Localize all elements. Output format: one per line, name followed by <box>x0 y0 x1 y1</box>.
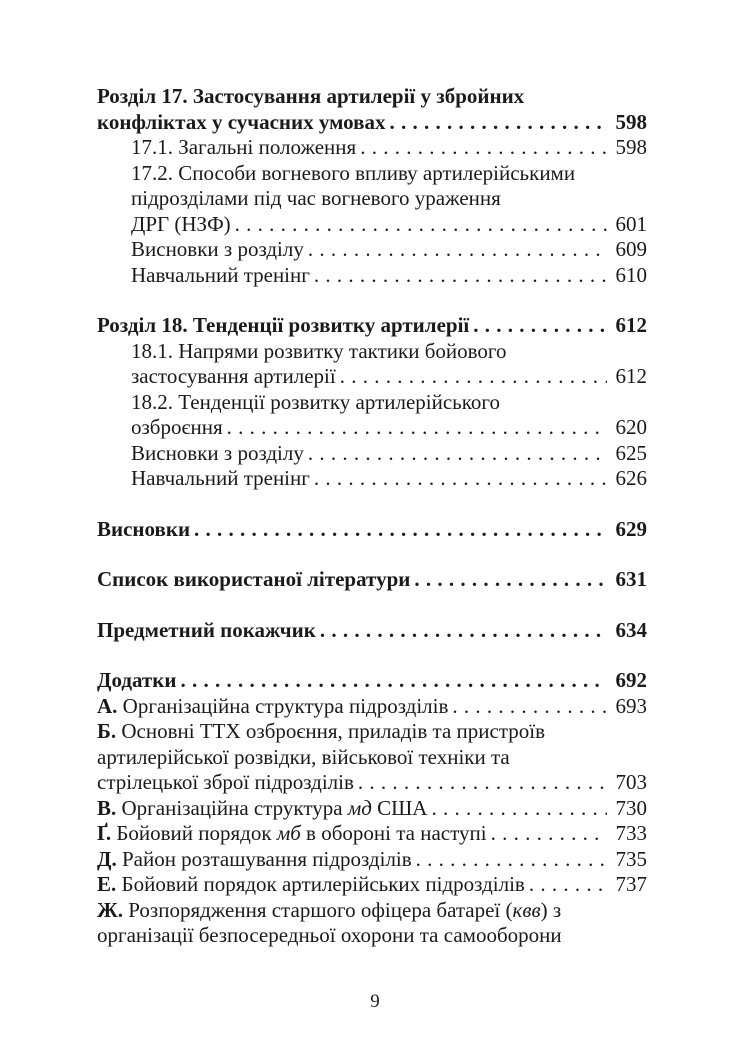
toc-item-17-2[interactable] <box>97 212 647 238</box>
toc-item-17-2-line1 <box>97 161 647 187</box>
appendix-text: Основні ТТХ озброєння, приладів та пристроїв <box>121 719 545 743</box>
spacer <box>97 593 647 618</box>
toc-entry-page: 703 <box>615 770 647 794</box>
dot-leader <box>227 415 607 441</box>
appendix-letter: В. <box>97 795 117 820</box>
appendix-text: Організаційна структура підрозділів <box>122 693 449 718</box>
toc-appendix-zh-line2 <box>97 923 647 949</box>
appendix-text: Розпорядження старшого офіцера батареї ( <box>128 897 513 922</box>
spacer <box>97 542 647 567</box>
toc-entry-page: 620 <box>615 415 647 439</box>
toc-item-18-training[interactable] <box>97 466 647 492</box>
appendix-italic-abbr: квв <box>512 897 541 922</box>
appendix-italic-abbr: мб <box>276 821 301 845</box>
dot-leader <box>416 847 607 873</box>
toc-references-entry[interactable] <box>97 567 647 593</box>
toc-item-18-2[interactable] <box>97 415 647 441</box>
toc-entry-page: 733 <box>615 821 647 845</box>
toc-entry-text: 17.2. Способи вогневого впливу артилерійськими <box>131 160 576 185</box>
dot-leader <box>194 517 607 543</box>
toc-section-18-entry[interactable] <box>97 313 647 339</box>
dot-leader <box>314 466 607 492</box>
toc-item-17-2-line2 <box>97 186 647 212</box>
toc-appendix-a[interactable] <box>97 694 647 720</box>
toc-appendix-d[interactable] <box>97 847 647 873</box>
spacer <box>97 492 647 517</box>
appendix-text: Організаційна структура <box>121 795 348 820</box>
toc-item-18-1-line1 <box>97 339 647 365</box>
toc-index-entry[interactable] <box>97 618 647 644</box>
toc-entry-page: 625 <box>615 440 647 465</box>
appendix-text: США <box>371 795 428 820</box>
appendix-text: Район розташування підрозділів <box>121 846 412 871</box>
toc-entry-page: 609 <box>615 237 647 261</box>
appendix-letter: Д. <box>97 846 117 871</box>
toc-entry-title: стрілецької зброї підрозділів <box>97 770 354 794</box>
toc-entry-title: озброєння <box>131 415 223 439</box>
appendix-letter: Ж. <box>97 897 124 922</box>
appendix-text: Бойовий порядок <box>116 821 277 845</box>
toc-entry-text: організації безпосередньої охорони та самооборони <box>97 923 562 947</box>
toc-entry-text: 18.2. Тенденції розвитку артилерійського <box>131 389 500 414</box>
toc-entry-title: Висновки з розділу <box>131 440 304 465</box>
toc-item-18-conclusions[interactable] <box>97 441 647 467</box>
appendix-text: в обороні та наступі <box>300 821 487 845</box>
toc-entry-text: 18.1. Напрями розвитку тактики бойового <box>131 338 507 363</box>
toc-entry-title: конфліктах у сучасних умовах <box>97 109 386 134</box>
toc-item-17-training[interactable] <box>97 263 647 289</box>
toc-section-17-heading: Розділ 17. Застосування артилерії у збройних <box>97 84 525 108</box>
appendix-text: ) з <box>540 897 562 922</box>
toc-entry-title <box>97 694 448 720</box>
dot-leader <box>180 668 607 694</box>
toc-entry-title: Навчальний тренінг <box>131 466 310 490</box>
dot-leader <box>320 618 607 644</box>
toc-entry-page: 737 <box>615 872 647 896</box>
toc-entry-title: ДРГ (НЗФ) <box>131 211 231 236</box>
dot-leader <box>308 237 607 263</box>
dot-leader <box>431 796 607 822</box>
toc-entry-title: Розділ 18. Тенденції розвитку артилерії <box>97 313 470 337</box>
toc-appendix-b-line2 <box>97 745 647 771</box>
toc-entry-page: 631 <box>615 567 647 591</box>
dot-leader <box>452 694 607 720</box>
toc-entry-page: 598 <box>615 135 647 159</box>
toc-entry-title <box>97 847 412 873</box>
toc-entry-title: 17.1. Загальні положення <box>131 135 357 159</box>
dot-leader <box>414 567 607 593</box>
dot-leader <box>340 364 607 390</box>
toc-entry-title: Висновки <box>97 516 191 541</box>
toc-entry-text: артилерійської розвідки, військової техніки та <box>97 744 510 769</box>
toc-entry-page: 598 <box>615 109 647 134</box>
toc-entry-page: 730 <box>615 795 647 820</box>
toc-appendix-b[interactable] <box>97 770 647 796</box>
spacer <box>97 288 647 313</box>
toc-entry-title: Навчальний тренінг <box>131 262 310 287</box>
toc-appendix-e[interactable] <box>97 872 647 898</box>
toc-entry-title: Предметний покажчик <box>97 617 316 642</box>
toc-entry-title <box>97 872 525 898</box>
toc-entry-page: 626 <box>615 466 647 490</box>
appendix-letter: А. <box>97 693 118 718</box>
toc-appendix-g[interactable] <box>97 821 647 847</box>
toc-item-18-2-line1 <box>97 390 647 416</box>
dot-leader <box>358 770 607 796</box>
dot-leader <box>491 821 607 847</box>
toc-appendix-zh-line1[interactable] <box>97 898 647 924</box>
dot-leader <box>314 263 607 289</box>
toc-entry-page: 735 <box>615 846 647 871</box>
toc-appendix-v[interactable] <box>97 796 647 822</box>
toc-entry-text: підрозділами під час вогневого ураження <box>131 186 501 210</box>
toc-entry-page: 610 <box>615 262 647 287</box>
toc-item-17-1[interactable] <box>97 135 647 161</box>
toc-entry-page: 692 <box>615 668 647 692</box>
page-number: 9 <box>370 991 380 1012</box>
toc-entry-title: застосування артилерії <box>131 364 336 388</box>
toc-entry-page: 693 <box>615 693 647 718</box>
toc-entry-title: Висновки з розділу <box>131 237 304 261</box>
toc-appendix-b-line1 <box>97 719 647 745</box>
dot-leader <box>473 313 607 339</box>
toc-entry-title: Список використаної літератури <box>97 567 411 591</box>
table-of-contents <box>97 84 647 949</box>
toc-entry-page: 612 <box>615 313 647 337</box>
appendix-letter: Ґ. <box>97 821 112 845</box>
appendix-letter: Е. <box>97 872 117 896</box>
toc-entry-page: 629 <box>615 516 647 541</box>
toc-appendices-entry[interactable] <box>97 668 647 694</box>
toc-entry-title <box>97 898 561 924</box>
spacer <box>97 643 647 668</box>
toc-entry-page: 612 <box>615 364 647 388</box>
toc-conclusions-entry[interactable] <box>97 517 647 543</box>
toc-entry-title: Додатки <box>97 668 177 692</box>
toc-entry-title <box>97 821 487 847</box>
toc-section-17-entry[interactable] <box>97 110 647 136</box>
toc-entry-page: 634 <box>615 617 647 642</box>
toc-entry-page: 601 <box>615 211 647 236</box>
appendix-italic-abbr: мд <box>347 795 372 820</box>
appendix-letter: Б. <box>97 719 117 743</box>
toc-item-17-conclusions[interactable] <box>97 237 647 263</box>
toc-item-18-1[interactable] <box>97 364 647 390</box>
toc-entry-title <box>97 796 427 822</box>
toc-entry-text <box>97 719 545 745</box>
appendix-text: Бойовий порядок артилерійських підрозділів <box>121 872 525 896</box>
dot-leader <box>360 135 607 161</box>
dot-leader <box>389 110 607 136</box>
dot-leader <box>529 872 607 898</box>
dot-leader <box>308 441 607 467</box>
dot-leader <box>235 212 607 238</box>
